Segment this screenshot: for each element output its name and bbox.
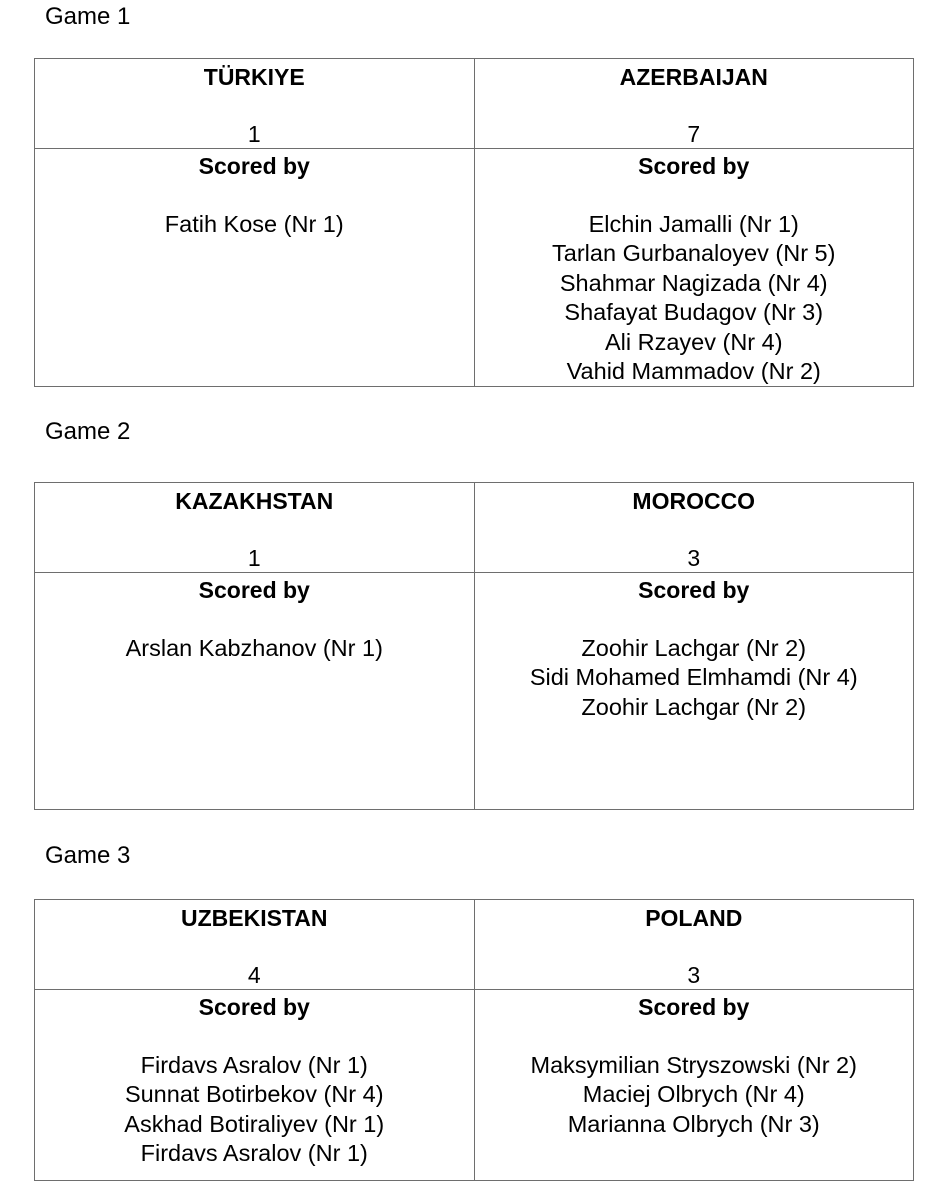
scorer-entry: Zoohir Lachgar (Nr 2) bbox=[581, 635, 807, 661]
away-team-name: AZERBAIJAN bbox=[619, 64, 768, 90]
scorer-entry: Fatih Kose (Nr 1) bbox=[164, 211, 344, 237]
home-scorer-list bbox=[35, 1051, 474, 1169]
home-scorers-cell bbox=[35, 990, 475, 1181]
scorer-entry: Zoohir Lachgar (Nr 2) bbox=[581, 693, 807, 720]
scored-by-label: Scored by bbox=[638, 577, 750, 603]
home-scorer-list bbox=[35, 210, 474, 239]
game-3-label: Game 3 bbox=[45, 842, 131, 869]
game-3-table bbox=[34, 899, 914, 1181]
scorer-entry: Sidi Mohamed Elmhamdi (Nr 4) bbox=[529, 664, 858, 691]
home-team-cell bbox=[35, 900, 475, 990]
home-scorers-cell bbox=[35, 573, 475, 810]
home-team-score: 1 bbox=[247, 545, 261, 571]
away-team-score: 3 bbox=[687, 962, 701, 988]
away-team-name: MOROCCO bbox=[632, 488, 756, 514]
scored-by-label: Scored by bbox=[198, 577, 310, 603]
away-scorers-cell bbox=[474, 573, 914, 810]
scorers-row bbox=[35, 149, 914, 387]
scorer-entry: Shafayat Budagov (Nr 3) bbox=[564, 299, 824, 326]
away-scorer-list bbox=[475, 1051, 914, 1139]
scorer-entry: Shahmar Nagizada (Nr 4) bbox=[559, 269, 828, 296]
away-team-name: POLAND bbox=[645, 905, 743, 931]
header-row bbox=[35, 900, 914, 990]
scorer-entry: Maciej Olbrych (Nr 4) bbox=[582, 1081, 805, 1108]
away-team-cell bbox=[474, 59, 914, 149]
scorer-entry: Ali Rzayev (Nr 4) bbox=[604, 328, 783, 355]
scorer-entry: Askhad Botiraliyev (Nr 1) bbox=[124, 1110, 385, 1137]
scorer-entry: Arslan Kabzhanov (Nr 1) bbox=[125, 635, 383, 661]
away-team-cell bbox=[474, 483, 914, 573]
scored-by-label: Scored by bbox=[638, 994, 750, 1020]
home-team-name: UZBEKISTAN bbox=[180, 905, 328, 931]
home-team-score: 4 bbox=[247, 962, 261, 988]
game-1-table bbox=[34, 58, 914, 387]
scorer-entry: Firdavs Asralov (Nr 1) bbox=[140, 1140, 368, 1167]
header-row bbox=[35, 483, 914, 573]
away-team-score: 3 bbox=[687, 545, 701, 571]
scored-by-label: Scored by bbox=[638, 153, 750, 179]
scored-by-label: Scored by bbox=[198, 994, 310, 1020]
scorers-row bbox=[35, 990, 914, 1181]
scorers-row bbox=[35, 573, 914, 810]
home-team-name: TÜRKIYE bbox=[203, 64, 305, 90]
scored-by-label: Scored by bbox=[198, 153, 310, 179]
away-team-cell bbox=[474, 900, 914, 990]
scorer-entry: Maksymilian Stryszowski (Nr 2) bbox=[530, 1052, 857, 1078]
game-1-label: Game 1 bbox=[45, 3, 131, 30]
scorer-entry: Sunnat Botirbekov (Nr 4) bbox=[124, 1081, 384, 1108]
scorer-entry: Marianna Olbrych (Nr 3) bbox=[567, 1110, 820, 1137]
scorer-entry: Tarlan Gurbanaloyev (Nr 5) bbox=[552, 240, 836, 267]
home-scorers-cell bbox=[35, 149, 475, 387]
game-2-table bbox=[34, 482, 914, 810]
away-scorers-cell bbox=[474, 990, 914, 1181]
home-team-cell bbox=[35, 59, 475, 149]
away-scorers-cell bbox=[474, 149, 914, 387]
home-team-score: 1 bbox=[247, 121, 261, 147]
home-scorer-list bbox=[35, 634, 474, 663]
game-2-label: Game 2 bbox=[45, 418, 131, 445]
scorer-entry: Firdavs Asralov (Nr 1) bbox=[140, 1052, 368, 1078]
away-scorer-list bbox=[475, 210, 914, 386]
scorer-entry: Elchin Jamalli (Nr 1) bbox=[588, 211, 799, 237]
scorer-entry: Vahid Mammadov (Nr 2) bbox=[566, 358, 821, 385]
header-row bbox=[35, 59, 914, 149]
away-team-score: 7 bbox=[687, 121, 701, 147]
home-team-name: KAZAKHSTAN bbox=[175, 488, 334, 514]
home-team-cell bbox=[35, 483, 475, 573]
away-scorer-list bbox=[475, 634, 914, 722]
